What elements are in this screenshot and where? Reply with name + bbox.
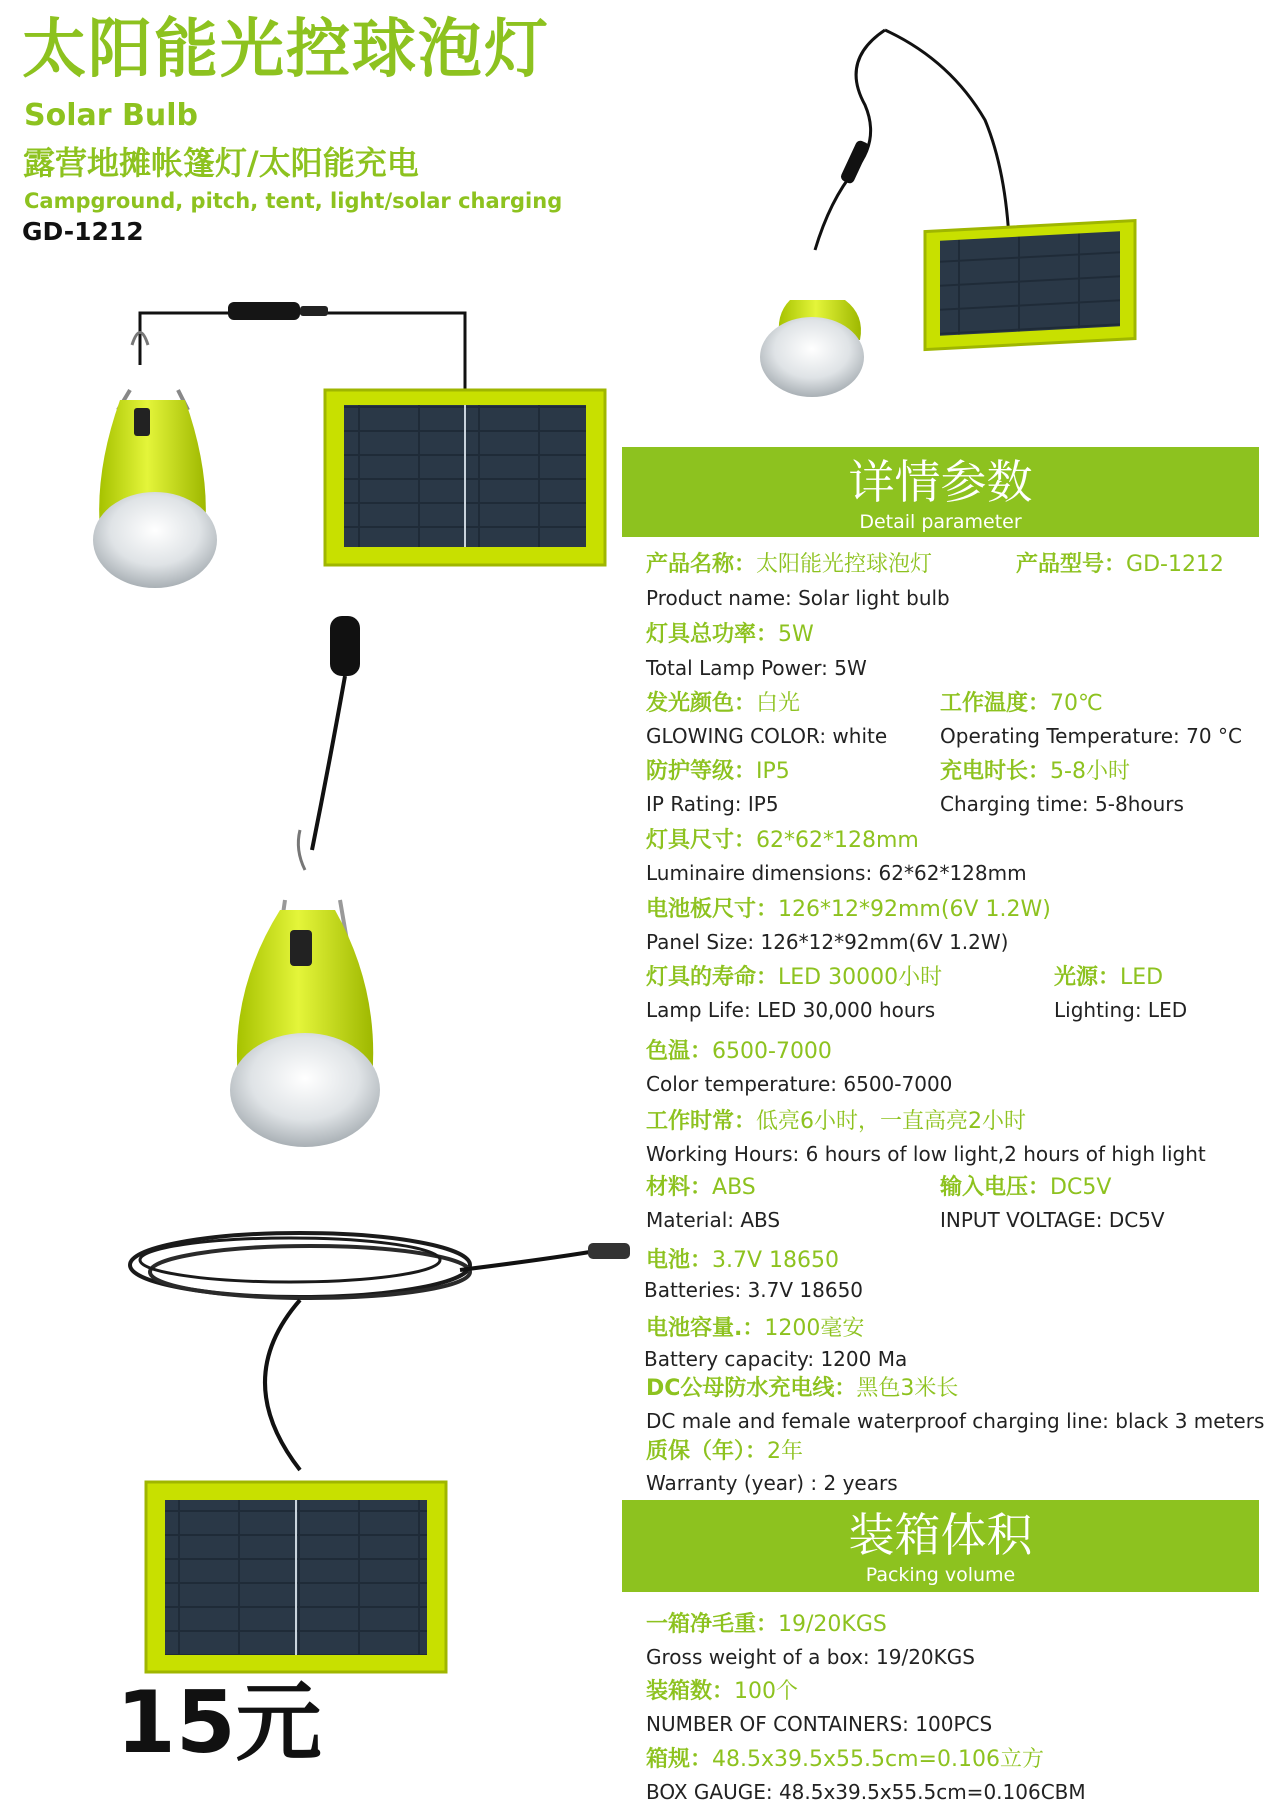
- param-product-name-cn: 产品名称：太阳能光控球泡灯: [646, 552, 933, 577]
- param-charging-en: Charging time: 5-8hours: [940, 792, 1184, 816]
- param-color-temp-cn: 色温：6500-7000: [646, 1039, 832, 1064]
- detail-banner-title-en: Detail parameter: [859, 511, 1022, 533]
- param-source-cn: 光源：LED: [1054, 965, 1164, 990]
- page-title-en: Solar Bulb: [24, 98, 198, 133]
- detail-parameter-banner: [622, 447, 1259, 537]
- param-working-en: Working Hours: 6 hours of low light,2 hours of high light: [646, 1142, 1206, 1166]
- param-product-model-cn: 产品型号：GD-1212: [1016, 552, 1224, 577]
- packing-weight-cn: 一箱净毛重：19/20KGS: [646, 1612, 887, 1637]
- param-source-en: Lighting: LED: [1054, 998, 1188, 1022]
- param-temp-cn: 工作温度：70℃: [940, 691, 1103, 716]
- param-capacity-en: Battery capacity: 1200 Ma: [644, 1347, 908, 1371]
- param-capacity-cn: 电池容量.：1200毫安: [646, 1316, 865, 1341]
- param-cable-cn: DC公母防水充电线：黑色3米长: [646, 1376, 959, 1401]
- page-title-cn: 太阳能光控球泡灯: [22, 13, 550, 87]
- param-product-name-en: Product name: Solar light bulb: [646, 586, 950, 610]
- product-photo-hanging-set: [760, 30, 1135, 397]
- param-panel-size-cn: 电池板尺寸：126*12*92mm(6V 1.2W): [646, 897, 1051, 922]
- param-warranty-en: Warranty (year) : 2 years: [646, 1471, 898, 1495]
- packing-banner-title-en: Packing volume: [865, 1564, 1016, 1586]
- product-photo-bulb-panel-set: [93, 302, 605, 588]
- param-temp-en: Operating Temperature: 70 °C: [940, 724, 1242, 748]
- param-cable-en: DC male and female waterproof charging line: black 3 meters: [646, 1409, 1265, 1433]
- param-color-temp-en: Color temperature: 6500-7000: [646, 1072, 953, 1096]
- product-photo-cable-panel: [130, 1233, 630, 1672]
- price-label: 15元: [116, 1673, 322, 1773]
- packing-box-size-cn: 箱规：48.5x39.5x55.5cm=0.106立方: [646, 1747, 1044, 1772]
- param-power-cn: 灯具总功率：5W: [646, 622, 814, 647]
- param-power-en: Total Lamp Power: 5W: [646, 656, 867, 680]
- param-charging-cn: 充电时长：5-8小时: [940, 759, 1130, 784]
- packing-banner-title-cn: 装箱体积: [848, 1508, 1033, 1562]
- param-battery-en: Batteries: 3.7V 18650: [644, 1278, 864, 1302]
- param-color-en: GLOWING COLOR: white: [646, 724, 888, 748]
- param-voltage-cn: 输入电压：DC5V: [940, 1175, 1112, 1200]
- packing-quantity-cn: 装箱数：100个: [646, 1679, 799, 1704]
- model-number: GD-1212: [22, 217, 144, 246]
- param-color-cn: 发光颜色：白光: [646, 691, 801, 716]
- param-life-cn: 灯具的寿命：LED 30000小时: [646, 965, 943, 990]
- subtitle-cn: 露营地摊帐篷灯/太阳能充电: [23, 144, 419, 182]
- product-photo-bulb-cable: [230, 616, 380, 1147]
- param-life-en: Lamp Life: LED 30,000 hours: [646, 998, 936, 1022]
- param-ip-en: IP Rating: IP5: [646, 792, 779, 816]
- param-panel-size-en: Panel Size: 126*12*92mm(6V 1.2W): [646, 930, 1009, 954]
- packing-weight-en: Gross weight of a box: 19/20KGS: [646, 1645, 975, 1669]
- param-lamp-size-en: Luminaire dimensions: 62*62*128mm: [646, 861, 1027, 885]
- param-material-en: Material: ABS: [646, 1208, 781, 1232]
- param-voltage-en: INPUT VOLTAGE: DC5V: [940, 1208, 1165, 1232]
- param-lamp-size-cn: 灯具尺寸：62*62*128mm: [646, 828, 919, 853]
- param-material-cn: 材料：ABS: [646, 1175, 756, 1200]
- packing-quantity-en: NUMBER OF CONTAINERS: 100PCS: [646, 1712, 993, 1736]
- packing-volume-banner: [622, 1500, 1259, 1592]
- detail-banner-title-cn: 详情参数: [848, 455, 1033, 509]
- param-working-cn: 工作时常：低亮6小时，一直高亮2小时: [646, 1109, 1027, 1134]
- packing-box-size-en: BOX GAUGE: 48.5x39.5x55.5cm=0.106CBM: [646, 1780, 1086, 1804]
- subtitle-en: Campground, pitch, tent, light/solar charging: [24, 189, 563, 213]
- param-warranty-cn: 质保（年）：2年: [646, 1439, 804, 1464]
- param-battery-cn: 电池：3.7V 18650: [646, 1248, 840, 1273]
- param-ip-cn: 防护等级：IP5: [646, 759, 790, 784]
